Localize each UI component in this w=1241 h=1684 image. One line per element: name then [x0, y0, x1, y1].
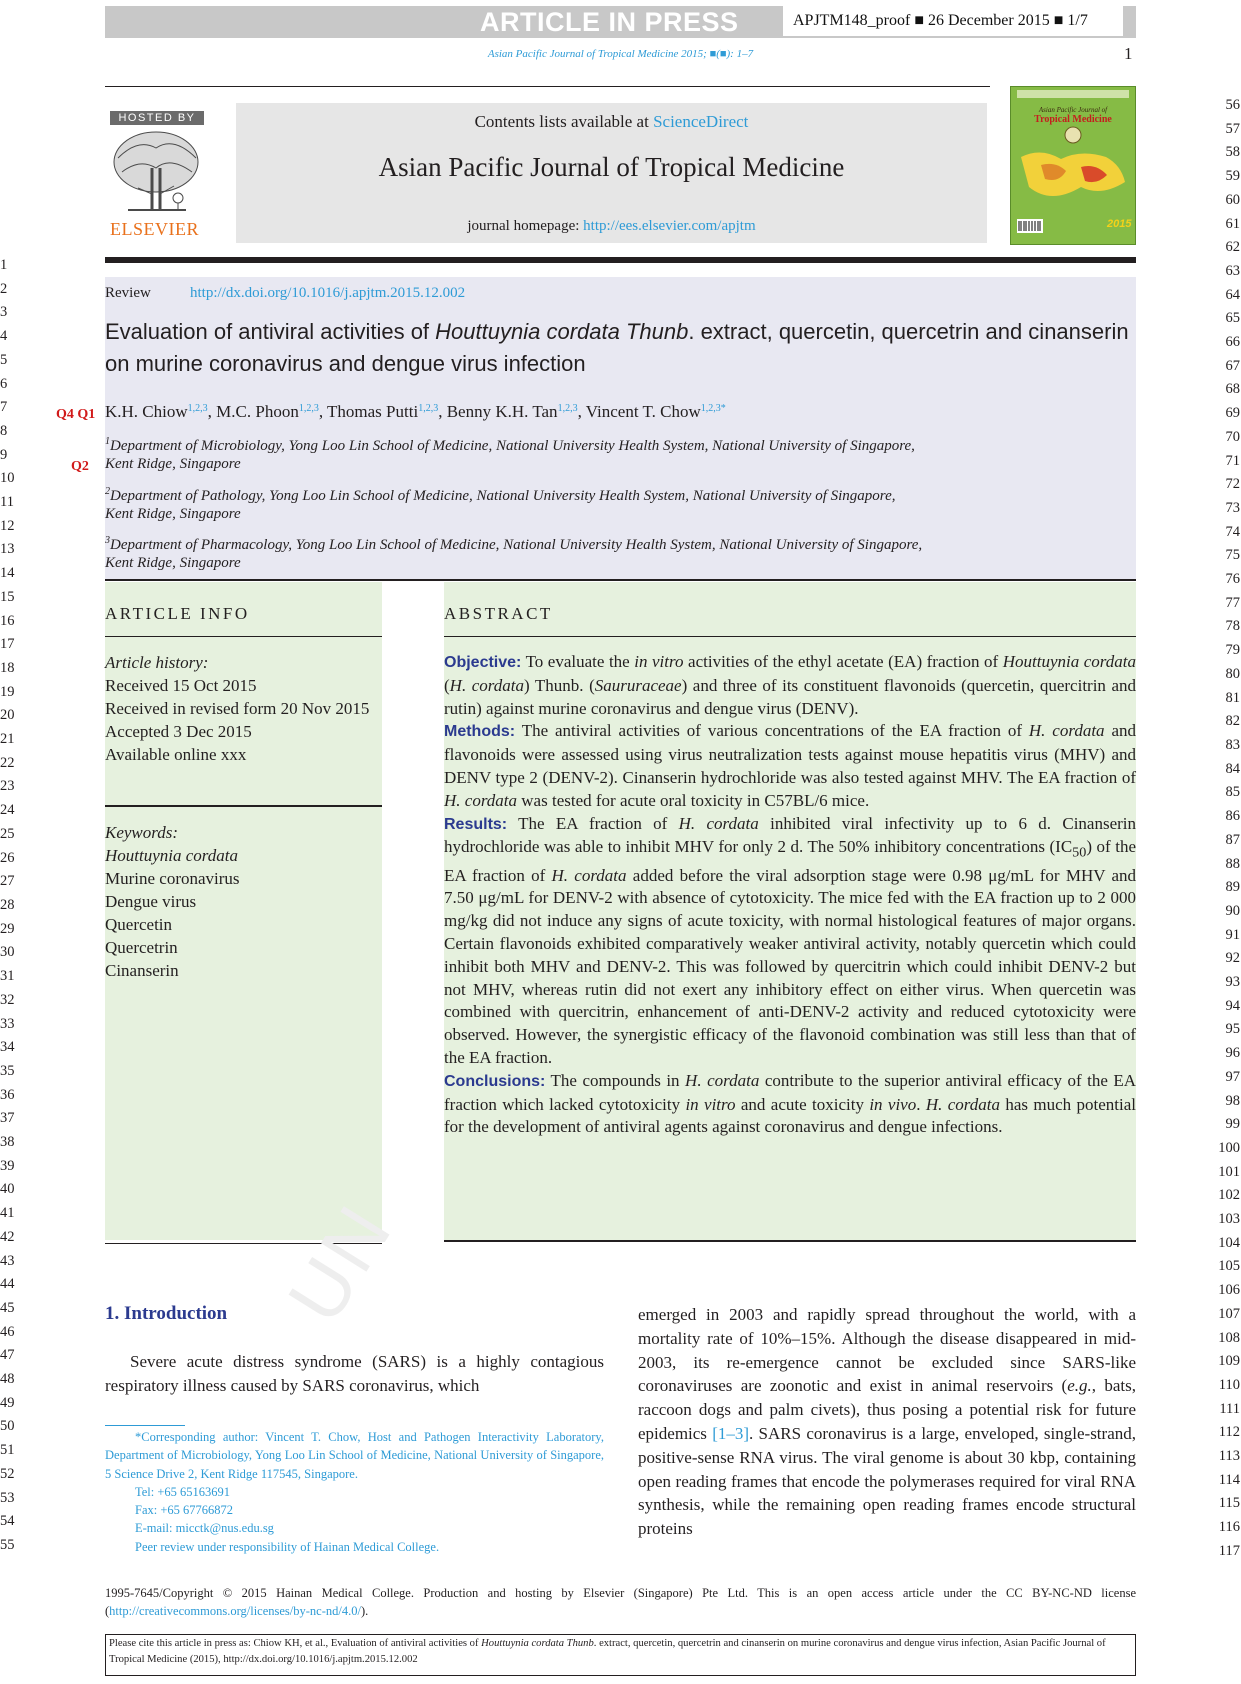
line-number: 111	[1219, 1400, 1240, 1417]
author-affiliation-sup: 1,2,3	[418, 403, 439, 414]
line-number: 33	[0, 1015, 15, 1032]
publisher-name: ELSEVIER	[110, 219, 199, 239]
keyword: Cinanserin	[105, 961, 179, 980]
line-number: 83	[1225, 736, 1240, 753]
line-number: 101	[1218, 1163, 1240, 1180]
line-number: 78	[1225, 618, 1240, 635]
history-label: Article history:	[105, 653, 209, 672]
line-number: 102	[1218, 1187, 1240, 1204]
corresponding-author-footnote	[105, 1428, 604, 1556]
line-number: 59	[1225, 168, 1240, 185]
corresponding-author: *Corresponding author: Vincent T. Chow, Host and Pathogen Interactivity Laboratory, Department of Microbiology, Yong Loo Lin School of Medicine, National University of Singapore, 5 Science Drive 2, Kent Ridge 117545, Singapore.	[105, 1430, 604, 1481]
line-number: 39	[0, 1157, 15, 1174]
footnote-rule	[105, 1425, 185, 1426]
line-number: 7	[0, 399, 8, 416]
line-number: 85	[1225, 784, 1240, 801]
line-number: 19	[0, 683, 15, 700]
copyright-end: ).	[360, 1604, 369, 1618]
line-number: 2	[0, 280, 8, 297]
sciencedirect-link[interactable]: ScienceDirect	[653, 112, 749, 131]
line-number: 26	[0, 849, 15, 866]
line-number: 66	[1225, 334, 1240, 351]
line-number: 117	[1218, 1542, 1240, 1559]
introduction-heading: 1. Introduction	[105, 1303, 228, 1324]
line-number: 68	[1225, 381, 1240, 398]
copyright-notice	[105, 1584, 1136, 1620]
license-link[interactable]: http://creativecommons.org/licenses/by-nc-nd/4.0/	[109, 1604, 361, 1618]
line-number: 30	[0, 944, 15, 961]
query-mark-q4-q1[interactable]: Q4 Q1	[56, 407, 96, 422]
line-number: 45	[0, 1299, 15, 1316]
line-number: 25	[0, 825, 15, 842]
line-number: 28	[0, 896, 15, 913]
line-number: 74	[1225, 523, 1240, 540]
line-number: 10	[0, 470, 15, 487]
line-number: 69	[1225, 405, 1240, 422]
line-numbers-right	[1200, 94, 1240, 1564]
line-number: 58	[1225, 144, 1240, 161]
affiliation	[105, 437, 1135, 473]
line-number: 93	[1225, 974, 1240, 991]
article-type: Review	[105, 285, 151, 301]
cover-title: Tropical Medicine	[1034, 114, 1112, 125]
uncorrected-watermark: UN	[270, 1188, 410, 1338]
line-number: 56	[1225, 97, 1240, 113]
title-part-1: Evaluation of antiviral activities of	[105, 319, 436, 344]
line-number: 14	[0, 565, 15, 582]
line-number: 71	[1225, 452, 1240, 469]
line-number: 96	[1225, 1045, 1240, 1062]
line-number: 50	[0, 1418, 15, 1435]
email-line	[105, 1519, 604, 1537]
affiliation-sup: 1	[105, 436, 110, 447]
line-number: 106	[1218, 1282, 1240, 1299]
line-number: 57	[1225, 120, 1240, 137]
author[interactable]: M.C. Phoon	[216, 402, 299, 421]
line-number: 32	[0, 991, 15, 1008]
author-affiliation-sup: 1,2,3	[557, 403, 578, 414]
line-number: 64	[1225, 286, 1240, 303]
conclusions-label: Conclusions:	[444, 1072, 546, 1090]
line-number: 24	[0, 802, 15, 819]
affiliation-sup: 3	[105, 535, 110, 546]
abstract-objective: Objective: To evaluate the in vitro activities of the ethyl acetate (EA) fraction of Houttuynia cordata (H. cordata) Thunb. (Saururaceae) and three of its constituent flavonoids (quercetin, quercitrin and rutin) against murine coronavirus and dengue virus (DENV).	[444, 652, 1137, 718]
keyword: Houttuynia cordata	[105, 846, 238, 865]
banner-title: ARTICLE IN PRESS	[480, 7, 739, 37]
citation-text	[109, 1636, 1131, 1667]
line-number: 99	[1225, 1116, 1240, 1133]
revised-date: Received in revised form 20 Nov 2015	[105, 699, 370, 718]
line-number: 15	[0, 588, 15, 605]
line-number: 104	[1218, 1234, 1240, 1251]
journal-title: Asian Pacific Journal of Tropical Medicine	[378, 152, 845, 182]
line-number: 29	[0, 920, 15, 937]
affiliation-text: Department of Pharmacology, Yong Loo Lin School of Medicine, National University Health System, National University of Singapore,	[110, 537, 923, 553]
line-number: 36	[0, 1086, 15, 1103]
keywords-block	[105, 821, 382, 982]
line-number: 52	[0, 1465, 15, 1482]
line-number: 22	[0, 754, 15, 771]
doi-link[interactable]: http://dx.doi.org/10.1016/j.apjtm.2015.12.002	[190, 285, 466, 301]
line-number: 90	[1225, 902, 1240, 919]
keyword: Dengue virus	[105, 892, 197, 911]
line-number: 43	[0, 1252, 15, 1269]
email-link[interactable]: micctk@nus.edu.sg	[175, 1521, 274, 1536]
title-species: Houttuynia cordata Thunb	[435, 319, 689, 344]
line-number: 13	[0, 541, 15, 558]
abstract-heading: ABSTRACT	[444, 604, 553, 623]
affiliation	[105, 536, 1135, 572]
line-number: 21	[0, 731, 15, 748]
line-number: 94	[1225, 997, 1240, 1014]
line-number: 105	[1218, 1258, 1240, 1275]
telephone: Tel: +65 65163691	[135, 1484, 231, 1499]
abstract-body	[444, 651, 1136, 1139]
line-number: 63	[1225, 262, 1240, 279]
copyright-text: 1995-7645/Copyright © 2015 Hainan Medical College. Production and hosting by Elsevier (Singapore) Pte Ltd. This is an open access article under the CC BY-NC-ND license (	[105, 1586, 1136, 1618]
affiliation-location: Kent Ridge, Singapore	[105, 506, 241, 522]
line-number: 82	[1225, 713, 1240, 730]
section-rule	[105, 579, 1136, 581]
divider	[105, 805, 382, 807]
line-number: 76	[1225, 571, 1240, 588]
hosted-by-label: HOSTED BY	[110, 111, 204, 125]
query-mark-q2[interactable]: Q2	[71, 459, 89, 474]
line-number: 47	[0, 1347, 15, 1364]
running-head: Asian Pacific Journal of Tropical Medicine 2015; ■(■): 1–7	[487, 48, 754, 60]
line-number: 79	[1225, 642, 1240, 659]
line-number: 97	[1225, 1068, 1240, 1085]
keyword: Murine coronavirus	[105, 869, 240, 888]
email-label: E-mail:	[135, 1521, 176, 1536]
line-number: 107	[1218, 1305, 1240, 1322]
homepage-prefix: journal homepage:	[467, 218, 584, 234]
line-number: 12	[0, 517, 15, 534]
line-number: 77	[1225, 594, 1240, 611]
author-list: K.H. Chiow$^{1,2,3}$, M.C. Phoon$^{1,2,3}$, Thomas Putti$^{1,2,3}$, Benny K.H. Tan$^{1,2,3}$, Vincent T. Chow$^{1,2,3*}$	[105, 402, 726, 421]
author[interactable]: Vincent T. Chow	[585, 402, 701, 421]
peer-review-note: Peer review under responsibility of Hainan Medical College.	[135, 1539, 440, 1554]
article-info-heading: ARTICLE INFO	[105, 604, 250, 623]
affiliation-text: Department of Microbiology, Yong Loo Lin School of Medicine, National University Health System, National University of Singapore,	[110, 438, 915, 454]
line-number: 75	[1225, 547, 1240, 564]
line-number: 11	[0, 494, 14, 511]
line-number: 55	[0, 1536, 15, 1553]
line-number: 70	[1225, 428, 1240, 445]
line-number: 48	[0, 1371, 15, 1388]
line-number: 92	[1225, 950, 1240, 967]
cover-year: 2015	[1107, 218, 1132, 230]
line-number: 6	[0, 375, 8, 392]
objective-label: Objective:	[444, 654, 522, 671]
line-number: 80	[1225, 665, 1240, 682]
accepted-date: Accepted 3 Dec 2015	[105, 722, 252, 741]
line-number: 49	[0, 1394, 15, 1411]
intro-paragraph-left: Severe acute distress syndrome (SARS) is a highly contagious respiratory illness caused by SARS coronavirus, which	[105, 1352, 604, 1395]
abstract-methods: Methods: The antiviral activities of various concentrations of the EA fraction of H. cordata and flavonoids were assessed using virus neutralization tests against mouse hepatitis virus (MHV) and DENV type 2 (DENV-2). Cinanserin hydrochloride was also tested against MHV. The EA fraction of H. cordata was tested for acute oral toxicity in C57BL/6 mice.	[444, 721, 1136, 810]
line-number: 73	[1225, 499, 1240, 516]
line-number: 31	[0, 968, 15, 985]
contents-line	[236, 112, 987, 132]
abstract-results: Results: The EA fraction of H. cordata inhibited viral infectivity up to 6 d. Cinanserin hydrochloride was able to inhibit MHV for only 2 d. The 50% inhibitory concentrations $(IC_{50})$ of the EA fraction of H. cordata added before the viral adsorption stage were 0.98 μg/mL for MHV and 7.50 μg/mL for DENV-2 with absence of cytotoxicity. The mice fed with the EA fraction up to 2 000 mg/kg did not induce any signs of acute toxicity, with normal histological features of major organs. Certain flavonoids exhibited comparatively weaker antiviral activity, notably quercetin which could inhibit both MHV and DENV-2. This was followed by quercitrin which could inhibit DENV-2 but not MHV, whereas rutin did not exert any inhibitory effect on either virus. When quercetin was combined with quercitrin, enhancement of anti-DENV-2 activity and reduced cytotoxicity were observed. However, the synergistic efficacy of the flavonoid combination was still less than that of the EA fraction.	[444, 813, 1137, 1067]
line-number: 54	[0, 1513, 15, 1530]
divider	[444, 1240, 1136, 1242]
line-number: 103	[1218, 1211, 1240, 1228]
line-number: 51	[0, 1442, 15, 1459]
keywords-label: Keywords:	[105, 823, 179, 842]
received-date: Received 15 Oct 2015	[105, 676, 257, 695]
author[interactable]: Thomas Putti	[327, 402, 419, 421]
line-number: 37	[0, 1110, 15, 1127]
homepage-line	[236, 218, 987, 235]
author-affiliation-sup: 1,2,3*	[700, 403, 726, 414]
line-number: 3	[0, 304, 8, 321]
line-number: 53	[0, 1489, 15, 1506]
line-number: 116	[1218, 1519, 1240, 1536]
line-number: 108	[1218, 1329, 1240, 1346]
line-number: 115	[1218, 1495, 1240, 1512]
affiliation	[105, 487, 1135, 523]
citation-species: Houttuynia cordata Thunb	[481, 1638, 594, 1649]
line-number: 1	[0, 257, 8, 273]
elsevier-tree-logo	[108, 128, 204, 218]
line-number: 98	[1225, 1092, 1240, 1109]
author-affiliation-sup: 1,2,3	[298, 403, 319, 414]
citation-suffix: . extract, quercetin, quercetrin and cinanserin on murine coronavirus and dengue virus infection, Asian Pacific Journal of Tropical Medicine (2015), http://dx.doi.org/10.1016/j.apjtm.2015.12.002	[109, 1638, 1106, 1665]
line-number: 42	[0, 1228, 15, 1245]
article-history	[105, 651, 382, 766]
author[interactable]: Benny K.H. Tan	[446, 402, 558, 421]
line-number: 34	[0, 1039, 15, 1056]
homepage-link[interactable]: http://ees.elsevier.com/apjtm	[583, 218, 756, 234]
cover-subtitle: Asian Pacific Journal of	[1038, 106, 1108, 114]
line-number: 60	[1225, 191, 1240, 208]
line-number: 89	[1225, 879, 1240, 896]
line-number: 62	[1225, 239, 1240, 256]
line-number: 46	[0, 1323, 15, 1340]
contents-prefix: Contents lists available at	[474, 112, 654, 131]
keyword: Quercetrin	[105, 938, 178, 957]
line-number: 81	[1225, 689, 1240, 706]
line-number: 38	[0, 1134, 15, 1151]
line-number: 8	[0, 422, 8, 439]
line-number: 86	[1225, 808, 1240, 825]
divider	[105, 636, 382, 637]
line-number: 95	[1225, 1021, 1240, 1038]
line-number: 18	[0, 659, 15, 676]
divider	[444, 636, 1136, 637]
masthead-thick-rule	[105, 257, 1136, 263]
page-number: 1	[1124, 44, 1133, 63]
article-title	[105, 316, 1135, 380]
line-number: 61	[1225, 215, 1240, 232]
line-number: 72	[1225, 476, 1240, 493]
line-number: 110	[1218, 1376, 1240, 1393]
line-number: 4	[0, 328, 8, 345]
line-number: 35	[0, 1062, 15, 1079]
line-number: 114	[1218, 1471, 1240, 1488]
line-number: 20	[0, 707, 15, 724]
line-number: 113	[1218, 1448, 1240, 1465]
line-number: 109	[1218, 1353, 1240, 1370]
line-number: 88	[1225, 855, 1240, 872]
intro-paragraph-right: emerged in 2003 and rapidly spread throughout the world, with a mortality rate of 10%–15%. Although the disease disappeared in mid-2003, its re-emergence cannot be excluded since SARS-like coronaviruses are zoonotic and exist in animal reservoirs (e.g., bats, raccoon dogs and palm civets), thus posing a potential risk for future epidemics [1–3]. SARS coronavirus is a large, enveloped, single-strand, positive-sense RNA virus. The viral genome is about 30 kbp, containing open reading frames that encode the polymerases required for viral RNA synthesis, while the remaining open reading frames encode structural proteins	[638, 1305, 1137, 1539]
line-number: 84	[1225, 760, 1240, 777]
affiliation-location: Kent Ridge, Singapore	[105, 456, 241, 472]
citation-link[interactable]: [1–3]	[712, 1423, 750, 1443]
line-number: 65	[1225, 310, 1240, 327]
line-number: 44	[0, 1276, 15, 1293]
header-rule	[105, 86, 990, 87]
results-label: Results:	[444, 815, 508, 833]
methods-label: Methods:	[444, 723, 516, 741]
line-number: 27	[0, 873, 15, 890]
line-number: 41	[0, 1205, 15, 1222]
line-number: 100	[1218, 1139, 1240, 1156]
affiliation-text: Department of Pathology, Yong Loo Lin School of Medicine, National University Health System, National University of Singapore,	[110, 488, 896, 504]
affiliation-location: Kent Ridge, Singapore	[105, 555, 241, 571]
line-number: 91	[1225, 926, 1240, 943]
online-date: Available online xxx	[105, 745, 247, 764]
banner-proof-info: APJTM148_proof ■ 26 December 2015 ■ 1/7	[783, 6, 1123, 36]
line-number: 17	[0, 636, 15, 653]
keyword: Quercetin	[105, 915, 173, 934]
line-number: 9	[0, 446, 8, 463]
citation-prefix: Please cite this article in press as: Chiow KH, et al., Evaluation of antiviral activities of	[109, 1638, 482, 1649]
line-number: 16	[0, 612, 15, 629]
affiliation-sup: 2	[105, 486, 110, 497]
abstract-conclusions: Conclusions: The compounds in H. cordata contribute to the superior antiviral efficacy of the EA fraction which lacked cytotoxicity in vitro and acute toxicity in vivo. H. cordata has much potential for the development of antiviral agents against coronavirus and dengue infections.	[444, 1070, 1137, 1137]
fax: Fax: +65 67766872	[135, 1503, 234, 1518]
line-number: 23	[0, 778, 15, 795]
line-numbers-left	[0, 254, 30, 1558]
title-part-2: . extract, quercetin, quercetrin and cinanserin on murine coronavirus and dengue virus infection	[105, 319, 1129, 376]
line-number: 112	[1218, 1424, 1240, 1441]
author[interactable]: K.H. Chiow	[105, 402, 188, 421]
line-number: 67	[1225, 357, 1240, 374]
line-number: 87	[1225, 831, 1240, 848]
line-number: 5	[0, 351, 8, 368]
author-affiliation-sup: 1,2,3	[187, 403, 208, 414]
line-number: 40	[0, 1181, 15, 1198]
